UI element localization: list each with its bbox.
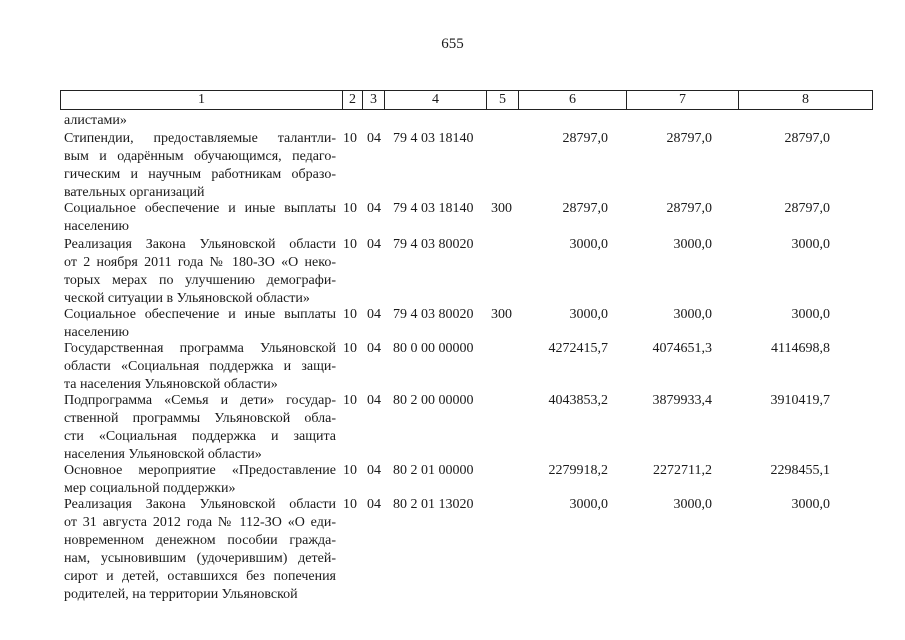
description-line: торых мерах по улучшению демографи- — [64, 273, 336, 288]
cell-col-7: 2272711,2 — [653, 463, 712, 478]
row-description — [64, 200, 336, 236]
description-line: Реализация Закона Ульяновской области — [64, 497, 336, 512]
description-line: Государственная программа Ульяновской — [64, 341, 336, 356]
description-line: Социальное обеспечение и иные выплаты — [64, 307, 336, 322]
cell-col-6: 28797,0 — [562, 131, 608, 146]
cell-col-2: 10 — [343, 463, 357, 478]
header-col-5: 5 — [487, 91, 519, 109]
cell-col-6: 3000,0 — [569, 307, 608, 322]
description-line: Реализация Закона Ульяновской области — [64, 237, 336, 252]
description-line: гическим и научным работникам образо- — [64, 167, 336, 182]
cell-col-8: 3000,0 — [791, 237, 830, 252]
cell-col-7: 28797,0 — [666, 201, 712, 216]
description-line: сти «Социальная поддержка и защита — [64, 429, 336, 444]
cell-col-2: 10 — [343, 237, 357, 252]
cell-col-7: 3000,0 — [673, 237, 712, 252]
cell-col-4: 80 0 00 00000 — [393, 341, 474, 356]
header-col-2: 2 — [343, 91, 363, 109]
description-line: населению — [64, 219, 129, 234]
description-line: Основное мероприятие «Предоставление — [64, 463, 336, 478]
cell-col-3: 04 — [367, 497, 381, 512]
header-col-4: 4 — [385, 91, 487, 109]
row-description — [64, 130, 336, 202]
cell-col-8: 2298455,1 — [770, 463, 830, 478]
header-col-8: 8 — [802, 92, 809, 107]
cell-col-6: 4272415,7 — [548, 341, 608, 356]
cell-col-6: 2279918,2 — [548, 463, 608, 478]
description-line: новременном денежном пособии гражда- — [64, 533, 336, 548]
cell-col-2: 10 — [343, 131, 357, 146]
cell-col-8: 28797,0 — [784, 201, 830, 216]
row-description — [64, 236, 336, 308]
cell-col-8: 4114698,8 — [771, 341, 830, 356]
description-line: алистами» — [64, 113, 127, 128]
cell-col-3: 04 — [367, 463, 381, 478]
cell-col-4: 79 4 03 18140 — [393, 131, 474, 146]
cell-col-3: 04 — [367, 307, 381, 322]
cell-col-7: 28797,0 — [666, 131, 712, 146]
cell-col-4: 79 4 03 80020 — [393, 237, 474, 252]
cell-col-4: 80 2 00 00000 — [393, 393, 474, 408]
header-col-7: 7 — [627, 91, 739, 109]
cell-col-5: 300 — [491, 307, 512, 322]
description-line: от 31 августа 2012 года № 112-ЗО «О еди- — [64, 515, 336, 530]
description-line: сирот и детей, оставшихся без попечения — [64, 569, 336, 584]
cell-col-8: 3000,0 — [791, 307, 830, 322]
cell-col-8: 3910419,7 — [770, 393, 830, 408]
cell-col-2: 10 — [343, 393, 357, 408]
cell-col-8: 3000,0 — [791, 497, 830, 512]
cell-col-2: 10 — [343, 497, 357, 512]
header-col-6: 6 — [519, 91, 627, 109]
row-description — [64, 496, 336, 604]
cell-col-6: 3000,0 — [569, 237, 608, 252]
cell-col-6: 4043853,2 — [548, 393, 608, 408]
cell-col-2: 10 — [343, 201, 357, 216]
description-line: Подпрограмма «Семья и дети» государ- — [64, 393, 336, 408]
cell-col-4: 79 4 03 18140 — [393, 201, 474, 216]
description-line: населению — [64, 325, 129, 340]
description-line: Стипендии, предоставляемые талантли- — [64, 131, 336, 146]
description-line: населения Ульяновской области» — [64, 447, 262, 462]
row-description — [64, 306, 336, 342]
description-line: ческой ситуации в Ульяновской области» — [64, 291, 310, 306]
cell-col-5: 300 — [491, 201, 512, 216]
cell-col-3: 04 — [367, 131, 381, 146]
cell-col-7: 3000,0 — [673, 497, 712, 512]
row-description — [64, 462, 336, 498]
description-line: вым и одарённым обучающимся, педаго- — [64, 149, 336, 164]
header-col-3: 3 — [363, 91, 385, 109]
description-line: родителей, на территории Ульяновской — [64, 587, 298, 602]
cell-col-4: 80 2 01 13020 — [393, 497, 474, 512]
row-description — [64, 392, 336, 464]
cell-col-3: 04 — [367, 393, 381, 408]
header-col-1: 1 — [61, 91, 343, 109]
cell-col-6: 28797,0 — [562, 201, 608, 216]
description-line: та населения Ульяновской области» — [64, 377, 278, 392]
description-line: мер социальной поддержки» — [64, 481, 236, 496]
description-line: нам, усыновившим (удочерившим) детей- — [64, 551, 336, 566]
cell-col-4: 79 4 03 80020 — [393, 307, 474, 322]
cell-col-8: 28797,0 — [784, 131, 830, 146]
description-line: вательных организаций — [64, 185, 205, 200]
description-line: области «Социальная поддержка и защи- — [64, 359, 336, 374]
row-description — [64, 112, 336, 130]
cell-col-3: 04 — [367, 201, 381, 216]
description-line: от 2 ноября 2011 года № 180-ЗО «О неко- — [64, 255, 336, 270]
cell-col-2: 10 — [343, 307, 357, 322]
cell-col-4: 80 2 01 00000 — [393, 463, 474, 478]
cell-col-6: 3000,0 — [569, 497, 608, 512]
page-number: 655 — [441, 36, 464, 52]
cell-col-3: 04 — [367, 237, 381, 252]
description-line: ственной программы Ульяновской обла- — [64, 411, 336, 426]
description-line: Социальное обеспечение и иные выплаты — [64, 201, 336, 216]
cell-col-3: 04 — [367, 341, 381, 356]
cell-col-7: 3000,0 — [673, 307, 712, 322]
cell-col-7: 3879933,4 — [652, 393, 712, 408]
cell-col-7: 4074651,3 — [652, 341, 712, 356]
cell-col-2: 10 — [343, 341, 357, 356]
row-description — [64, 340, 336, 394]
